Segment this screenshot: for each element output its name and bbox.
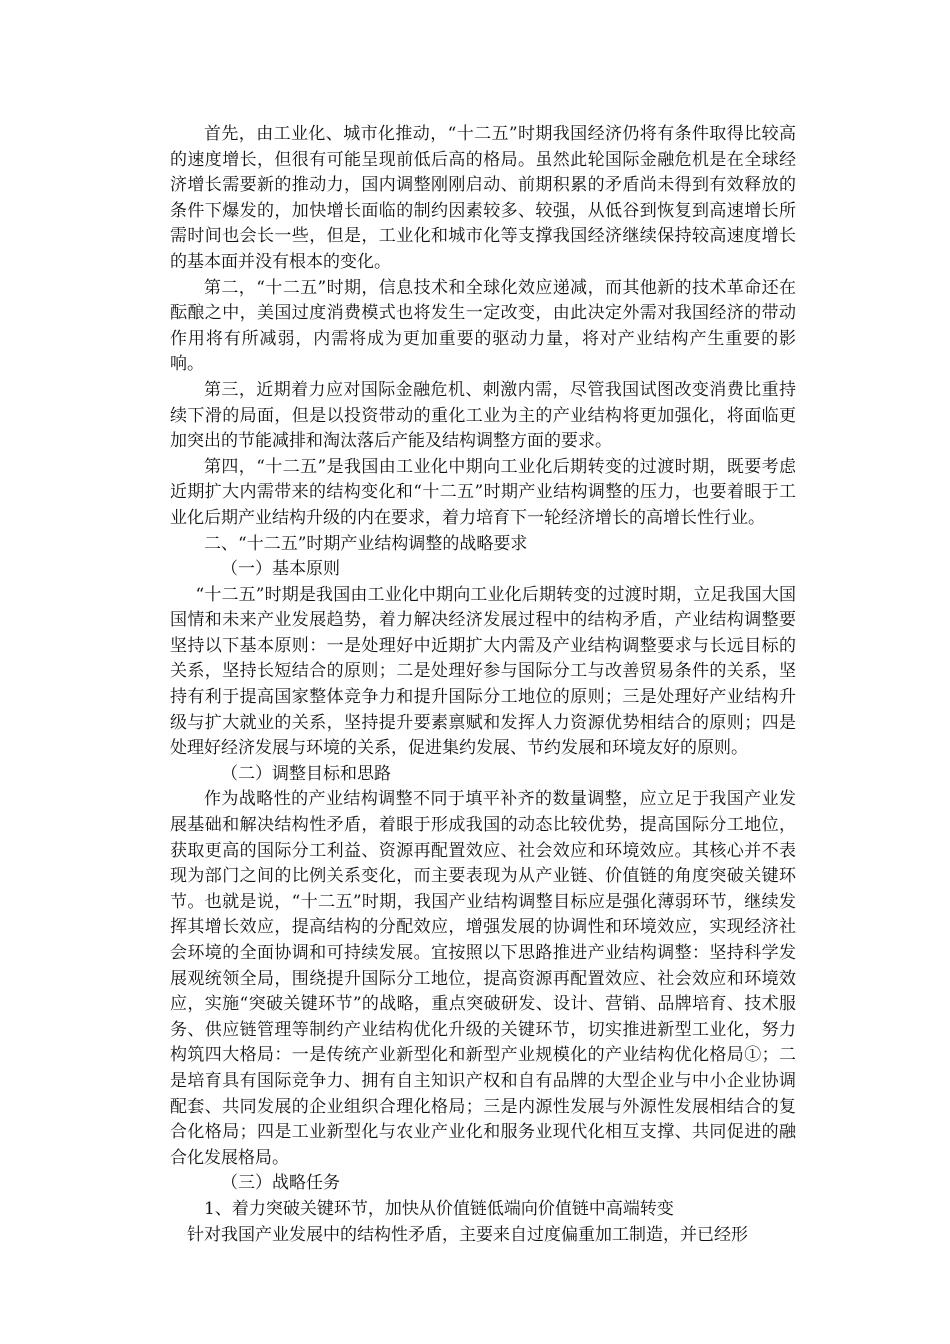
- paragraph-principles: “十二五”时期是我国由工业化中期向工业化后期转变的过渡时期，立足我国大国国情和未来产业发展趋势，着力解决经济发展过程中的结构矛盾，产业结构调整要坚持以下基本原则：一是处理好中近期扩大内需及产业结构调整要求与长远目标的关系，坚持长短结合的原则；二是处理好参与国际分工与改善贸易条件的关系，坚持有利于提高国家整体竞争力和提升国际分工地位的原则；三是处理好产业结构升级与扩大就业的关系，坚持提升要素禀赋和发挥人力资源优势相结合的原则；四是处理好经济发展与环境的关系，促进集约发展、节约发展和环境友好的原则。: [170, 584, 796, 759]
- paragraph-goals: 作为战略性的产业结构调整不同于填平补齐的数量调整，应立足于我国产业发展基础和解决结构性矛盾，着眼于形成我国的动态比较优势，提高国际分工地位，获取更高的国际分工利益、资源再配置效应、社会效应和环境效应。其核心并不表现为部门之间的比例关系变化，而主要表现为从产业链、价值链的角度突破关键环节。也就是说，“十二五”时期，我国产业结构调整目标应是强化薄弱环节，继续发挥其增长效应，提高结构的分配效应，增强发展的协调性和环境效应，实现经济社会环境的全面协调和可持续发展。宜按照以下思路推进产业结构调整：坚持科学发展观统领全局，围绕提升国际分工地位，提高资源再配置效应、社会效应和环境效应，实施“突破关键环节”的战略，重点突破研发、设计、营销、品牌培育、技术服务、供应链管理等制约产业结构优化升级的关键环节，切实推进新型工业化，努力构筑四大格局：一是传统产业新型化和新型产业规模化的产业结构优化格局①；二是培育具有国际竞争力、拥有自主知识产权和自有品牌的大型企业与中小企业协调配套、共同发展的企业组织合理化格局；三是内源性发展与外源性发展相结合的复合化格局；四是工业新型化与农业产业化和服务业现代化相互支撑、共同促进的融合化发展格局。: [170, 789, 796, 1168]
- document-page: [170, 122, 796, 1248]
- subheading-goals: （二）调整目标和思路: [221, 763, 391, 784]
- paragraph-first: 首先，由工业化、城市化推动，“十二五”时期我国经济仍将有条件取得比较高的速度增长，但很有可能呈现前低后高的格局。虽然此轮国际金融危机是在全球经济增长需要新的推动力，国内调整刚刚启动、前期积累的矛盾尚未得到有效释放的条件下爆发的，加快增长面临的制约因素较多、较强，从低谷到恢复到高速增长所需时间也会长一些，但是，工业化和城市化等支撑我国经济继续保持较高速度增长的基本面并没有根本的变化。: [170, 124, 796, 272]
- subheading-basic-principles: （一）基本原则: [221, 559, 340, 580]
- subheading-tasks: （三）战略任务: [221, 1173, 340, 1194]
- section-heading-2: 二、“十二五”时期产业结构调整的战略要求: [204, 533, 528, 554]
- paragraph-third: 第三，近期着力应对国际金融危机、刺激内需，尽管我国试图改变消费比重持续下滑的局面，但是以投资带动的重化工业为主的产业结构将更加强化，将面临更加突出的节能减排和淘汰落后产能及结构调整方面的要求。: [170, 379, 796, 452]
- list-item-1: 1、着力突破关键环节，加快从价值链低端向价值链中高端转变: [204, 1198, 674, 1219]
- paragraph-second: 第二，“十二五”时期，信息技术和全球化效应递减，而其他新的技术革命还在酝酿之中，美国过度消费模式也将发生一定改变，由此决定外需对我国经济的带动作用将有所减弱，内需将成为更加重要的驱动力量，将对产业结构产生重要的影响。: [170, 277, 796, 375]
- paragraph-fourth: 第四，“十二五”是我国由工业化中期向工业化后期转变的过渡时期，既要考虑近期扩大内需带来的结构变化和“十二五”时期产业结构调整的压力，也要着眼于工业化后期产业结构升级的内在要求，着力培育下一轮经济增长的高增长性行业。: [170, 456, 796, 528]
- paragraph-task-1: 针对我国产业发展中的结构性矛盾，主要来自过度偏重加工制造，并已经形: [187, 1224, 748, 1245]
